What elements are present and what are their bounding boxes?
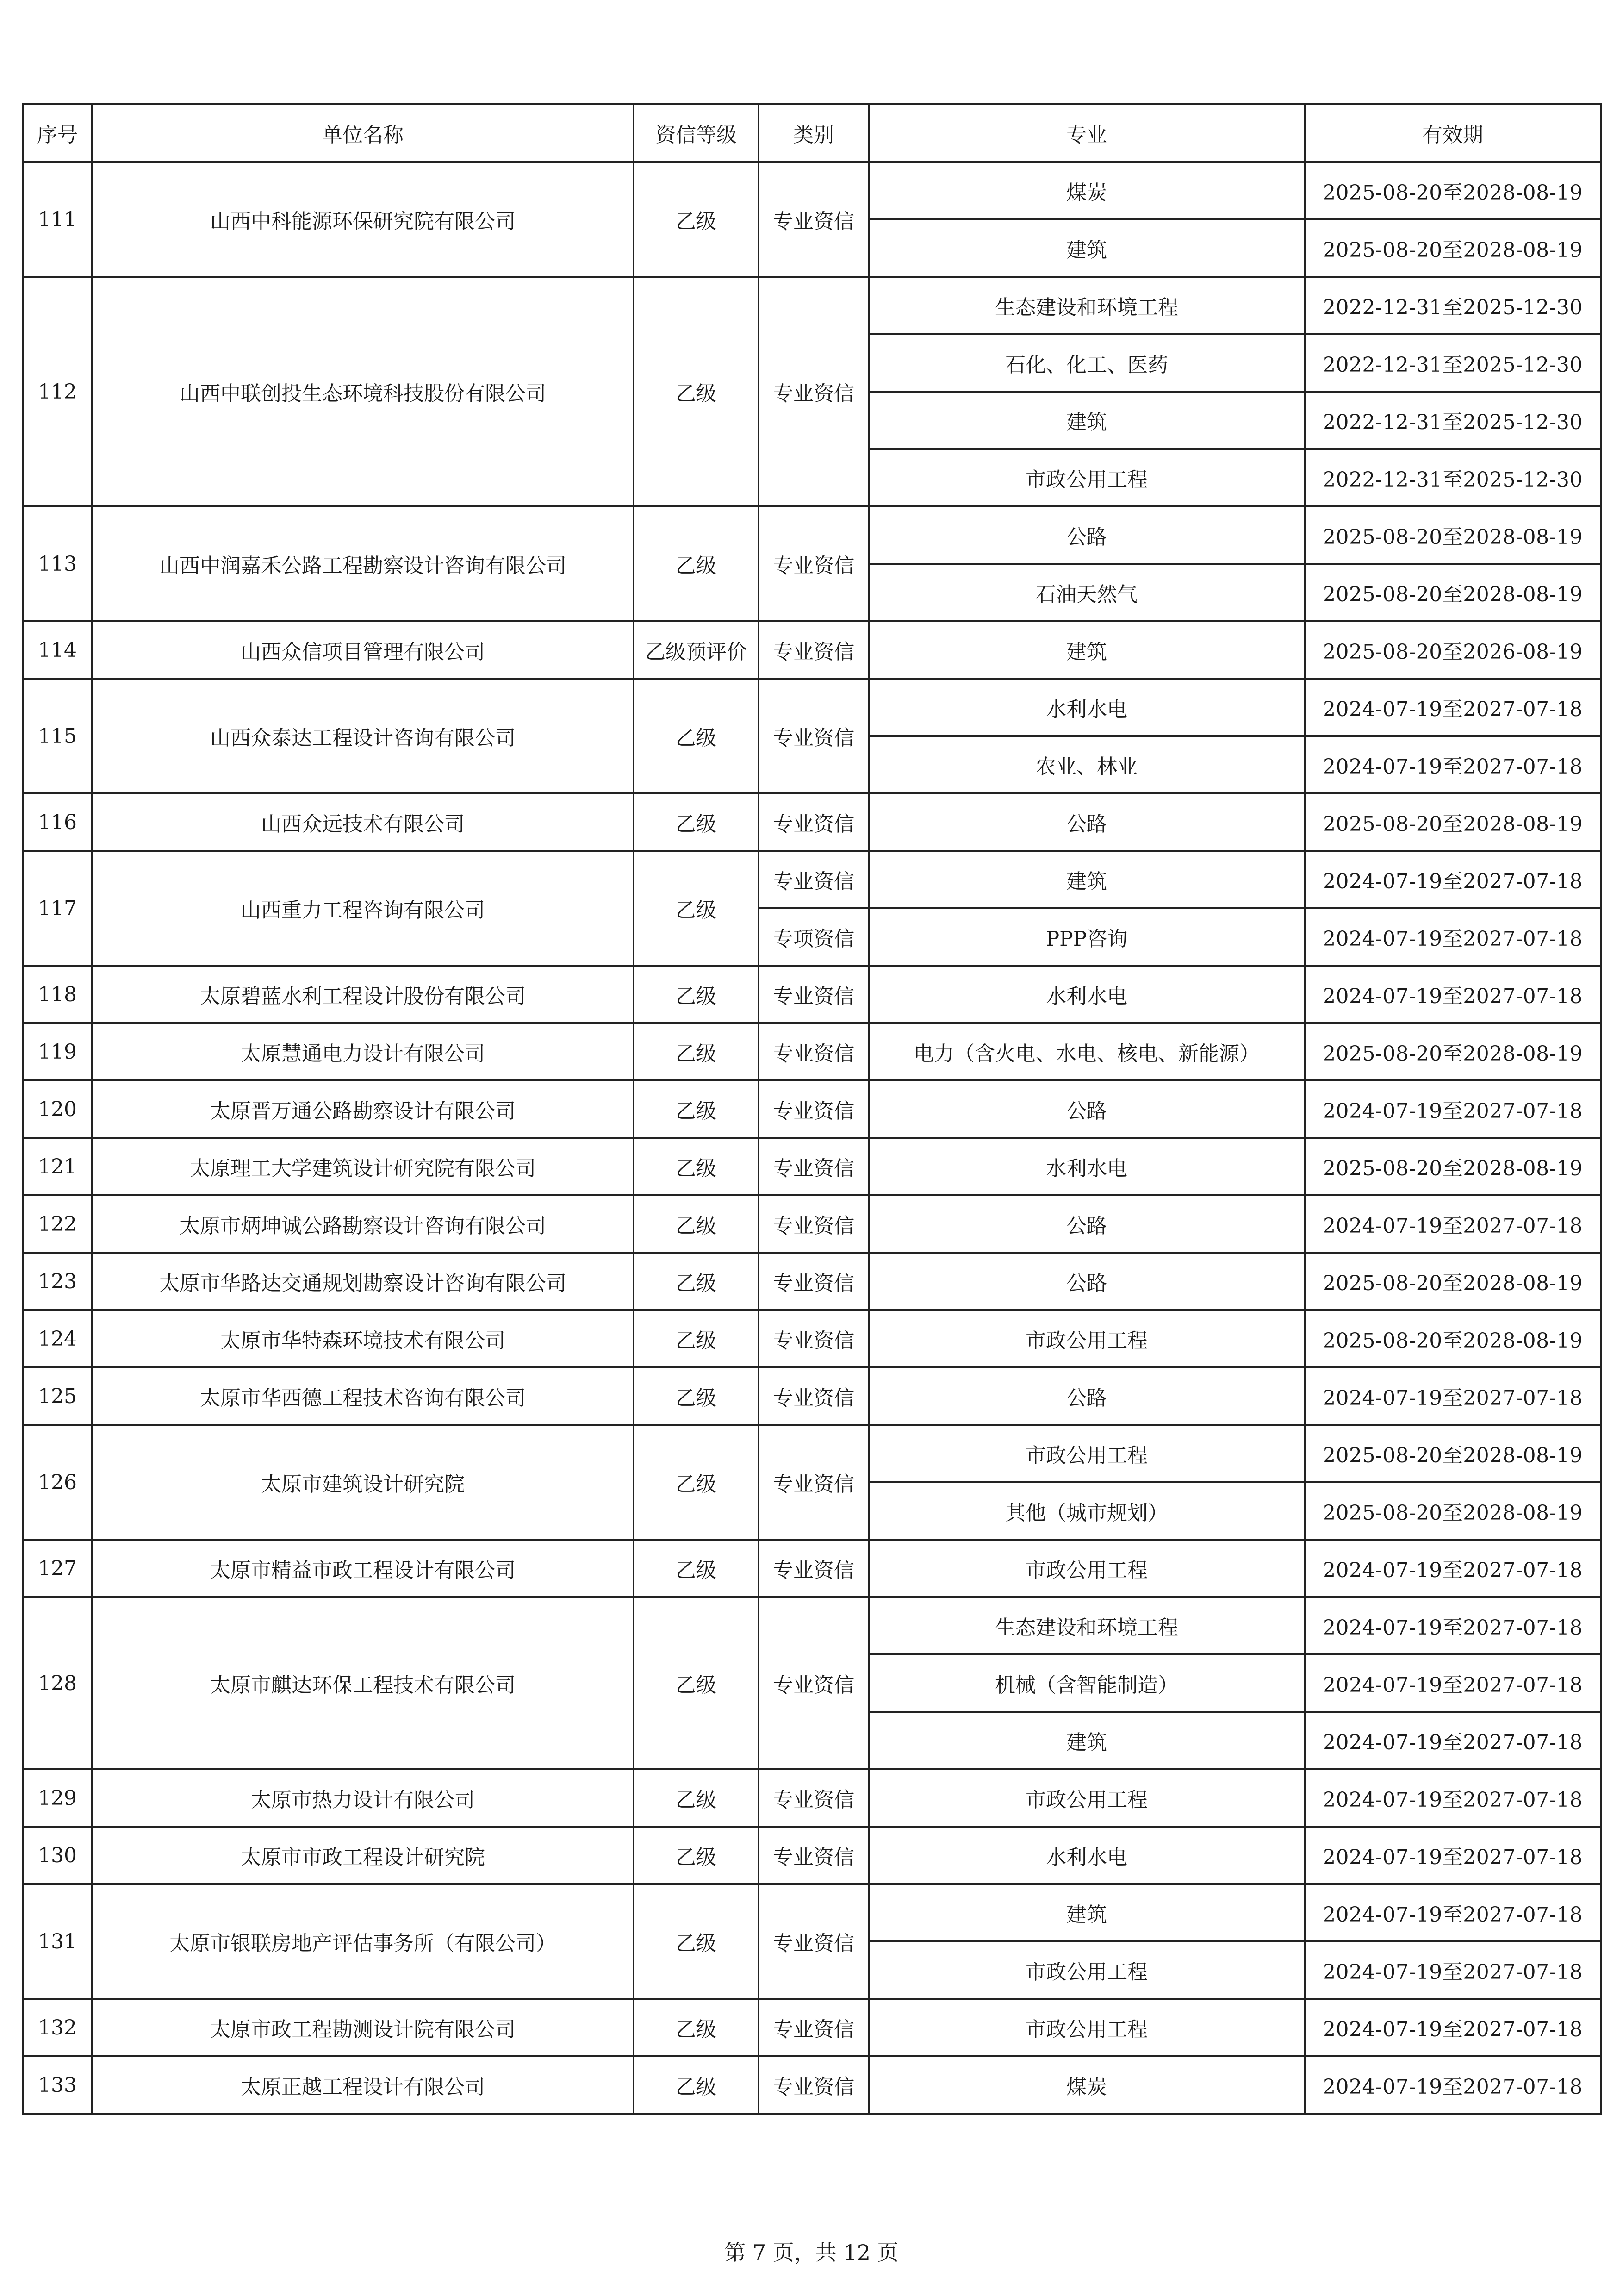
cell-unit-name: 太原慧通电力设计有限公司 bbox=[92, 1023, 634, 1080]
cell-serial-number: 127 bbox=[23, 1540, 92, 1597]
cell-specialty: 水利水电 bbox=[869, 1827, 1305, 1884]
table-row bbox=[23, 1253, 1601, 1310]
cell-validity-period: 2025-08-20至2028-08-19 bbox=[1305, 564, 1601, 621]
cell-specialty: 农业、林业 bbox=[869, 736, 1305, 793]
cell-credit-grade: 乙级 bbox=[634, 1425, 759, 1540]
cell-category: 专业资信 bbox=[759, 1253, 869, 1310]
cell-unit-name: 太原晋万通公路勘察设计有限公司 bbox=[92, 1080, 634, 1138]
table-row bbox=[23, 679, 1601, 736]
cell-credit-grade: 乙级 bbox=[634, 1999, 759, 2056]
cell-validity-period: 2025-08-20至2028-08-19 bbox=[1305, 1023, 1601, 1080]
cell-serial-number: 126 bbox=[23, 1425, 92, 1540]
cell-credit-grade: 乙级 bbox=[634, 1253, 759, 1310]
cell-specialty: 公路 bbox=[869, 506, 1305, 564]
cell-credit-grade: 乙级 bbox=[634, 1884, 759, 1999]
cell-unit-name: 山西众远技术有限公司 bbox=[92, 793, 634, 851]
cell-specialty: 市政公用工程 bbox=[869, 1769, 1305, 1827]
page-number-footer: 第 7 页，共 12 页 bbox=[724, 2240, 899, 2265]
cell-unit-name: 太原市华路达交通规划勘察设计咨询有限公司 bbox=[92, 1253, 634, 1310]
cell-credit-grade: 乙级 bbox=[634, 679, 759, 793]
cell-unit-name: 太原市银联房地产评估事务所（有限公司） bbox=[92, 1884, 634, 1999]
cell-credit-grade: 乙级 bbox=[634, 1540, 759, 1597]
qualification-table bbox=[22, 103, 1602, 2115]
cell-specialty: 生态建设和环境工程 bbox=[869, 277, 1305, 334]
cell-unit-name: 太原市麒达环保工程技术有限公司 bbox=[92, 1597, 634, 1769]
cell-unit-name: 太原碧蓝水利工程设计股份有限公司 bbox=[92, 966, 634, 1023]
table-row bbox=[23, 1367, 1601, 1425]
table-row bbox=[23, 1540, 1601, 1597]
cell-category: 专业资信 bbox=[759, 1310, 869, 1367]
cell-specialty: 煤炭 bbox=[869, 2056, 1305, 2114]
cell-unit-name: 山西中联创投生态环境科技股份有限公司 bbox=[92, 277, 634, 506]
table-row bbox=[23, 162, 1601, 219]
cell-credit-grade: 乙级 bbox=[634, 506, 759, 621]
table-row bbox=[23, 966, 1601, 1023]
cell-validity-period: 2024-07-19至2027-07-18 bbox=[1305, 1080, 1601, 1138]
cell-serial-number: 131 bbox=[23, 1884, 92, 1999]
header-serial-number: 序号 bbox=[23, 104, 92, 162]
cell-specialty: 市政公用工程 bbox=[869, 1941, 1305, 1999]
cell-serial-number: 122 bbox=[23, 1195, 92, 1253]
cell-specialty: 水利水电 bbox=[869, 966, 1305, 1023]
cell-serial-number: 112 bbox=[23, 277, 92, 506]
cell-serial-number: 111 bbox=[23, 162, 92, 277]
cell-specialty: 电力（含火电、水电、核电、新能源） bbox=[869, 1023, 1305, 1080]
cell-category: 专项资信 bbox=[759, 908, 869, 966]
cell-validity-period: 2025-08-20至2028-08-19 bbox=[1305, 219, 1601, 277]
cell-serial-number: 117 bbox=[23, 851, 92, 966]
table-row bbox=[23, 1769, 1601, 1827]
cell-unit-name: 山西众信项目管理有限公司 bbox=[92, 621, 634, 679]
cell-validity-period: 2025-08-20至2028-08-19 bbox=[1305, 793, 1601, 851]
cell-specialty: 石化、化工、医药 bbox=[869, 334, 1305, 392]
cell-validity-period: 2024-07-19至2027-07-18 bbox=[1305, 736, 1601, 793]
cell-specialty: 其他（城市规划） bbox=[869, 1482, 1305, 1540]
header-credit-grade: 资信等级 bbox=[634, 104, 759, 162]
cell-specialty: 水利水电 bbox=[869, 679, 1305, 736]
cell-validity-period: 2025-08-20至2028-08-19 bbox=[1305, 1253, 1601, 1310]
cell-serial-number: 119 bbox=[23, 1023, 92, 1080]
table-row bbox=[23, 1138, 1601, 1195]
cell-unit-name: 山西中润嘉禾公路工程勘察设计咨询有限公司 bbox=[92, 506, 634, 621]
cell-specialty: 市政公用工程 bbox=[869, 449, 1305, 506]
cell-specialty: 市政公用工程 bbox=[869, 1425, 1305, 1482]
table-row bbox=[23, 1023, 1601, 1080]
cell-serial-number: 132 bbox=[23, 1999, 92, 2056]
cell-category: 专业资信 bbox=[759, 1080, 869, 1138]
cell-validity-period: 2024-07-19至2027-07-18 bbox=[1305, 966, 1601, 1023]
cell-credit-grade: 乙级 bbox=[634, 1195, 759, 1253]
cell-validity-period: 2024-07-19至2027-07-18 bbox=[1305, 1941, 1601, 1999]
cell-unit-name: 太原市政工程勘测设计院有限公司 bbox=[92, 1999, 634, 2056]
cell-specialty: 建筑 bbox=[869, 851, 1305, 908]
cell-validity-period: 2025-08-20至2028-08-19 bbox=[1305, 1425, 1601, 1482]
cell-unit-name: 山西中科能源环保研究院有限公司 bbox=[92, 162, 634, 277]
cell-category: 专业资信 bbox=[759, 1425, 869, 1540]
cell-category: 专业资信 bbox=[759, 1769, 869, 1827]
cell-credit-grade: 乙级 bbox=[634, 1310, 759, 1367]
cell-validity-period: 2024-07-19至2027-07-18 bbox=[1305, 1999, 1601, 2056]
cell-credit-grade: 乙级 bbox=[634, 966, 759, 1023]
cell-credit-grade: 乙级 bbox=[634, 793, 759, 851]
cell-specialty: 石油天然气 bbox=[869, 564, 1305, 621]
cell-category: 专业资信 bbox=[759, 966, 869, 1023]
cell-unit-name: 太原正越工程设计有限公司 bbox=[92, 2056, 634, 2114]
cell-specialty: 公路 bbox=[869, 1367, 1305, 1425]
cell-category: 专业资信 bbox=[759, 793, 869, 851]
cell-credit-grade: 乙级 bbox=[634, 1827, 759, 1884]
cell-serial-number: 113 bbox=[23, 506, 92, 621]
table-row bbox=[23, 621, 1601, 679]
cell-validity-period: 2024-07-19至2027-07-18 bbox=[1305, 679, 1601, 736]
cell-serial-number: 129 bbox=[23, 1769, 92, 1827]
cell-validity-period: 2024-07-19至2027-07-18 bbox=[1305, 1884, 1601, 1941]
cell-serial-number: 121 bbox=[23, 1138, 92, 1195]
cell-unit-name: 太原市炳坤诚公路勘察设计咨询有限公司 bbox=[92, 1195, 634, 1253]
cell-specialty: 公路 bbox=[869, 1195, 1305, 1253]
cell-unit-name: 太原市精益市政工程设计有限公司 bbox=[92, 1540, 634, 1597]
cell-validity-period: 2024-07-19至2027-07-18 bbox=[1305, 2056, 1601, 2114]
cell-credit-grade: 乙级 bbox=[634, 1769, 759, 1827]
cell-serial-number: 115 bbox=[23, 679, 92, 793]
cell-specialty: 生态建设和环境工程 bbox=[869, 1597, 1305, 1654]
cell-specialty: 机械（含智能制造） bbox=[869, 1654, 1305, 1712]
cell-specialty: 建筑 bbox=[869, 392, 1305, 449]
cell-validity-period: 2024-07-19至2027-07-18 bbox=[1305, 1540, 1601, 1597]
cell-specialty: 建筑 bbox=[869, 219, 1305, 277]
table-row bbox=[23, 1080, 1601, 1138]
cell-credit-grade: 乙级 bbox=[634, 2056, 759, 2114]
cell-serial-number: 125 bbox=[23, 1367, 92, 1425]
cell-specialty: 公路 bbox=[869, 1080, 1305, 1138]
cell-specialty: 煤炭 bbox=[869, 162, 1305, 219]
cell-unit-name: 山西重力工程咨询有限公司 bbox=[92, 851, 634, 966]
cell-validity-period: 2025-08-20至2028-08-19 bbox=[1305, 1482, 1601, 1540]
cell-unit-name: 太原市华西德工程技术咨询有限公司 bbox=[92, 1367, 634, 1425]
cell-validity-period: 2022-12-31至2025-12-30 bbox=[1305, 334, 1601, 392]
table-row bbox=[23, 277, 1601, 334]
cell-unit-name: 山西众泰达工程设计咨询有限公司 bbox=[92, 679, 634, 793]
cell-category: 专业资信 bbox=[759, 1597, 869, 1769]
cell-serial-number: 124 bbox=[23, 1310, 92, 1367]
cell-validity-period: 2024-07-19至2027-07-18 bbox=[1305, 1654, 1601, 1712]
cell-serial-number: 120 bbox=[23, 1080, 92, 1138]
cell-specialty: 市政公用工程 bbox=[869, 1540, 1305, 1597]
cell-validity-period: 2022-12-31至2025-12-30 bbox=[1305, 449, 1601, 506]
cell-credit-grade: 乙级 bbox=[634, 162, 759, 277]
cell-credit-grade: 乙级 bbox=[634, 1080, 759, 1138]
cell-validity-period: 2025-08-20至2028-08-19 bbox=[1305, 1138, 1601, 1195]
cell-validity-period: 2025-08-20至2028-08-19 bbox=[1305, 1310, 1601, 1367]
cell-unit-name: 太原市建筑设计研究院 bbox=[92, 1425, 634, 1540]
table-row bbox=[23, 1310, 1601, 1367]
cell-specialty: PPP咨询 bbox=[869, 908, 1305, 966]
cell-unit-name: 太原理工大学建筑设计研究院有限公司 bbox=[92, 1138, 634, 1195]
cell-validity-period: 2024-07-19至2027-07-18 bbox=[1305, 1597, 1601, 1654]
cell-specialty: 公路 bbox=[869, 793, 1305, 851]
cell-category: 专业资信 bbox=[759, 1138, 869, 1195]
cell-validity-period: 2024-07-19至2027-07-18 bbox=[1305, 1769, 1601, 1827]
table-body bbox=[23, 162, 1601, 2114]
cell-specialty: 建筑 bbox=[869, 621, 1305, 679]
table-header-row bbox=[23, 104, 1601, 162]
cell-credit-grade: 乙级 bbox=[634, 1367, 759, 1425]
cell-validity-period: 2025-08-20至2028-08-19 bbox=[1305, 506, 1601, 564]
cell-category: 专业资信 bbox=[759, 1367, 869, 1425]
cell-specialty: 建筑 bbox=[869, 1712, 1305, 1769]
cell-specialty: 建筑 bbox=[869, 1884, 1305, 1941]
cell-unit-name: 太原市华特森环境技术有限公司 bbox=[92, 1310, 634, 1367]
cell-credit-grade: 乙级 bbox=[634, 851, 759, 966]
cell-validity-period: 2024-07-19至2027-07-18 bbox=[1305, 908, 1601, 966]
cell-category: 专业资信 bbox=[759, 679, 869, 793]
cell-serial-number: 130 bbox=[23, 1827, 92, 1884]
cell-category: 专业资信 bbox=[759, 851, 869, 908]
cell-category: 专业资信 bbox=[759, 621, 869, 679]
cell-category: 专业资信 bbox=[759, 277, 869, 506]
cell-credit-grade: 乙级预评价 bbox=[634, 621, 759, 679]
cell-credit-grade: 乙级 bbox=[634, 1597, 759, 1769]
cell-credit-grade: 乙级 bbox=[634, 1138, 759, 1195]
cell-serial-number: 116 bbox=[23, 793, 92, 851]
cell-category: 专业资信 bbox=[759, 506, 869, 621]
cell-category: 专业资信 bbox=[759, 2056, 869, 2114]
cell-credit-grade: 乙级 bbox=[634, 1023, 759, 1080]
table-row bbox=[23, 1999, 1601, 2056]
cell-unit-name: 太原市市政工程设计研究院 bbox=[92, 1827, 634, 1884]
cell-category: 专业资信 bbox=[759, 1827, 869, 1884]
cell-category: 专业资信 bbox=[759, 1540, 869, 1597]
cell-validity-period: 2024-07-19至2027-07-18 bbox=[1305, 1367, 1601, 1425]
table-row bbox=[23, 793, 1601, 851]
cell-category: 专业资信 bbox=[759, 1999, 869, 2056]
table-row bbox=[23, 1425, 1601, 1482]
table-row bbox=[23, 851, 1601, 908]
cell-category: 专业资信 bbox=[759, 1023, 869, 1080]
cell-validity-period: 2024-07-19至2027-07-18 bbox=[1305, 1827, 1601, 1884]
header-specialty: 专业 bbox=[869, 104, 1305, 162]
table-row bbox=[23, 1827, 1601, 1884]
cell-serial-number: 114 bbox=[23, 621, 92, 679]
header-category: 类别 bbox=[759, 104, 869, 162]
cell-validity-period: 2022-12-31至2025-12-30 bbox=[1305, 277, 1601, 334]
table-row bbox=[23, 1195, 1601, 1253]
cell-serial-number: 128 bbox=[23, 1597, 92, 1769]
header-validity-period: 有效期 bbox=[1305, 104, 1601, 162]
cell-specialty: 水利水电 bbox=[869, 1138, 1305, 1195]
table-row bbox=[23, 2056, 1601, 2114]
cell-serial-number: 123 bbox=[23, 1253, 92, 1310]
cell-validity-period: 2024-07-19至2027-07-18 bbox=[1305, 1712, 1601, 1769]
table-row bbox=[23, 506, 1601, 564]
cell-serial-number: 133 bbox=[23, 2056, 92, 2114]
cell-serial-number: 118 bbox=[23, 966, 92, 1023]
cell-validity-period: 2025-08-20至2028-08-19 bbox=[1305, 162, 1601, 219]
cell-credit-grade: 乙级 bbox=[634, 277, 759, 506]
cell-unit-name: 太原市热力设计有限公司 bbox=[92, 1769, 634, 1827]
cell-category: 专业资信 bbox=[759, 1884, 869, 1999]
cell-category: 专业资信 bbox=[759, 1195, 869, 1253]
cell-validity-period: 2024-07-19至2027-07-18 bbox=[1305, 851, 1601, 908]
table-row bbox=[23, 1597, 1601, 1654]
table-row bbox=[23, 1884, 1601, 1941]
cell-validity-period: 2022-12-31至2025-12-30 bbox=[1305, 392, 1601, 449]
cell-category: 专业资信 bbox=[759, 162, 869, 277]
cell-specialty: 市政公用工程 bbox=[869, 1310, 1305, 1367]
cell-validity-period: 2024-07-19至2027-07-18 bbox=[1305, 1195, 1601, 1253]
header-unit-name: 单位名称 bbox=[92, 104, 634, 162]
cell-specialty: 市政公用工程 bbox=[869, 1999, 1305, 2056]
cell-validity-period: 2025-08-20至2026-08-19 bbox=[1305, 621, 1601, 679]
cell-specialty: 公路 bbox=[869, 1253, 1305, 1310]
